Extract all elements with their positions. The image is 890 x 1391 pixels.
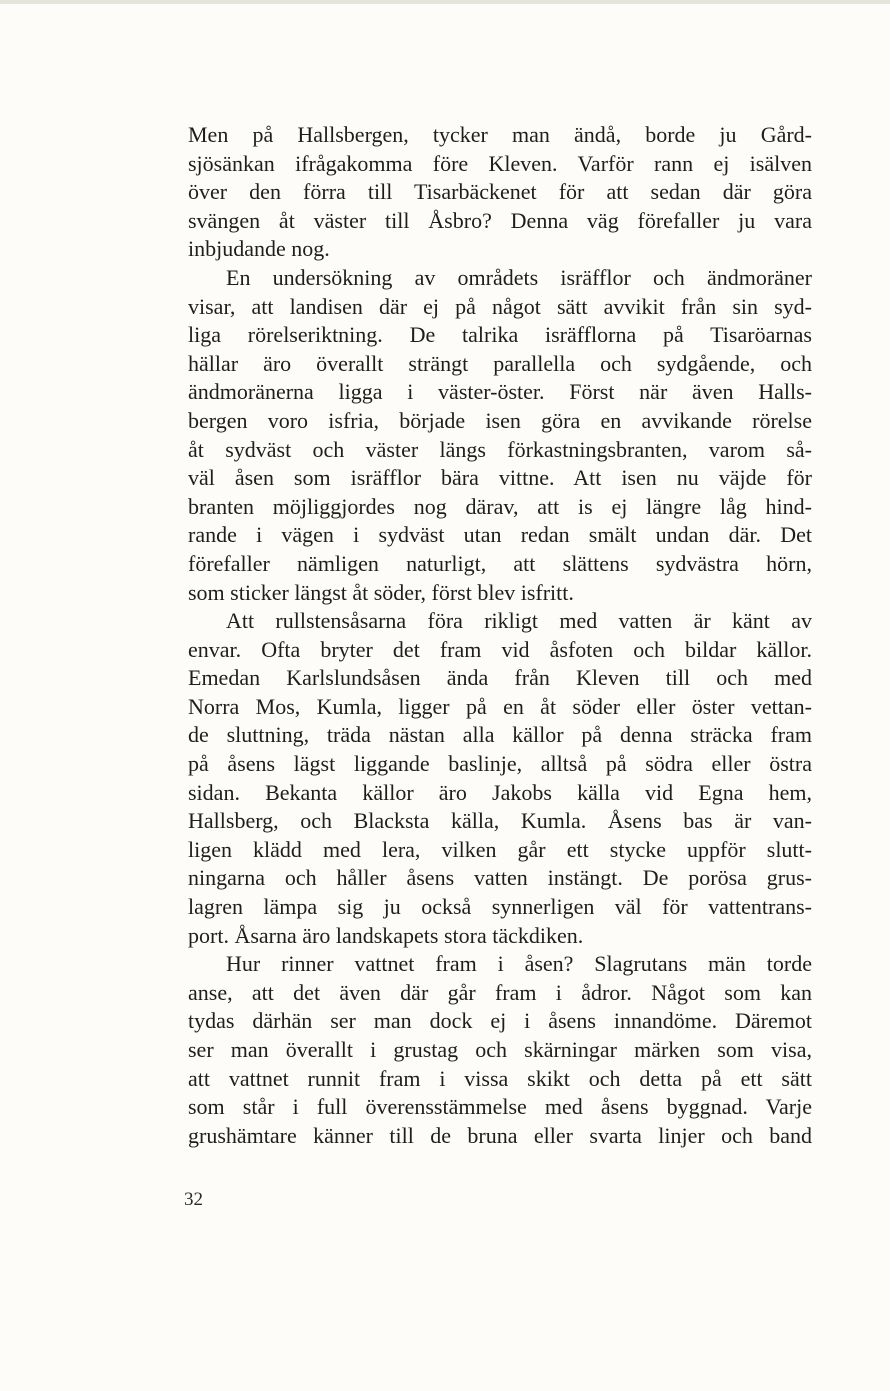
paragraph-first-line: Men på Hallsbergen, tycker man ändå, borde ju Gård-	[188, 122, 812, 147]
text-line: de sluttning, träda nästan alla källor på denna sträcka fram	[188, 722, 812, 748]
text-line: ningarna och håller åsens vatten instängt. De porösa grus-	[188, 865, 812, 891]
text-line: Norra Mos, Kumla, ligger på en åt söder eller öster vettan-	[188, 693, 812, 719]
text-line: över den förra till Tisarbäckenet för att sedan där göra	[188, 179, 812, 205]
text-line: inbjudande nog.	[188, 236, 330, 262]
text-line: rande i vägen i sydväst utan redan smält undan där. Det	[188, 522, 812, 548]
text-line: som sticker längst åt söder, först blev isfritt.	[188, 579, 574, 605]
text-line: hällar äro överallt strängt parallella och sydgående, och	[188, 350, 812, 376]
text-line: sjösänkan ifrågakomma före Kleven. Varför rann ej isälven	[188, 150, 812, 176]
text-line: visar, att landisen där ej på något sätt avvikit från sin syd-	[188, 293, 812, 319]
page-number: 32	[184, 1189, 203, 1210]
text-line: som står i full överensstämmelse med åsens byggnad. Varje	[188, 1094, 812, 1120]
body-text	[188, 121, 812, 1150]
text-line: Emedan Karlslundsåsen ända från Kleven till och med	[188, 665, 812, 691]
text-line: sidan. Bekanta källor äro Jakobs källa vid Egna hem,	[188, 779, 812, 805]
text-line: förefaller nämligen naturligt, att slättens sydvästra hörn,	[188, 550, 812, 576]
text-line: anse, att det även där går fram i ådror. Något som kan	[188, 979, 812, 1005]
text-line: ligen klädd med lera, vilken går ett stycke uppför slutt-	[188, 836, 812, 862]
text-line: tydas därhän ser man dock ej i åsens innandöme. Däremot	[188, 1008, 812, 1034]
text-line: ser man överallt i grustag och skärningar märken som visa,	[188, 1037, 812, 1062]
text-line: åt sydväst och väster längs förkastningsbranten, varom så-	[188, 436, 812, 462]
text-line: grushämtare känner till de bruna eller svarta linjer och band	[188, 1122, 812, 1148]
paragraph-first-line: Hur rinner vattnet fram i åsen? Slagrutans män torde	[226, 951, 812, 977]
text-line: att vattnet runnit fram i vissa skikt och detta på ett sätt	[188, 1065, 812, 1091]
text-line: port. Åsarna äro landskapets stora täckdiken.	[188, 922, 584, 948]
text-line: lagren lämpa sig ju också synnerligen väl för vattentrans-	[188, 894, 812, 920]
text-line: liga rörelseriktning. De talrika isräfflorna på Tisaröarnas	[188, 322, 812, 348]
text-line: envar. Ofta bryter det fram vid åsfoten och bildar källor.	[188, 636, 812, 662]
text-line: Hallsberg, och Blacksta källa, Kumla. Åsens bas är van-	[188, 808, 812, 834]
text-line: branten möjliggjordes nog därav, att is ej längre låg hind-	[188, 493, 812, 519]
page-top-edge	[0, 0, 890, 4]
text-line: på åsens lägst liggande baslinje, alltså på södra eller östra	[188, 751, 812, 777]
text-line: väl åsen som isräfflor bära vittne. Att isen nu väjde för	[188, 465, 812, 491]
text-line: ändmoränerna ligga i väster-öster. Först när även Halls-	[188, 379, 812, 405]
paragraph-first-line: En undersökning av områdets isräfflor och ändmoräner	[226, 264, 812, 290]
text-line: svängen åt väster till Åsbro? Denna väg förefaller ju vara	[188, 207, 812, 233]
paragraph-first-line: Att rullstensåsarna föra rikligt med vatten är känt av	[226, 608, 812, 634]
text-line: bergen voro isfria, började isen göra en avvikande rörelse	[188, 407, 812, 433]
